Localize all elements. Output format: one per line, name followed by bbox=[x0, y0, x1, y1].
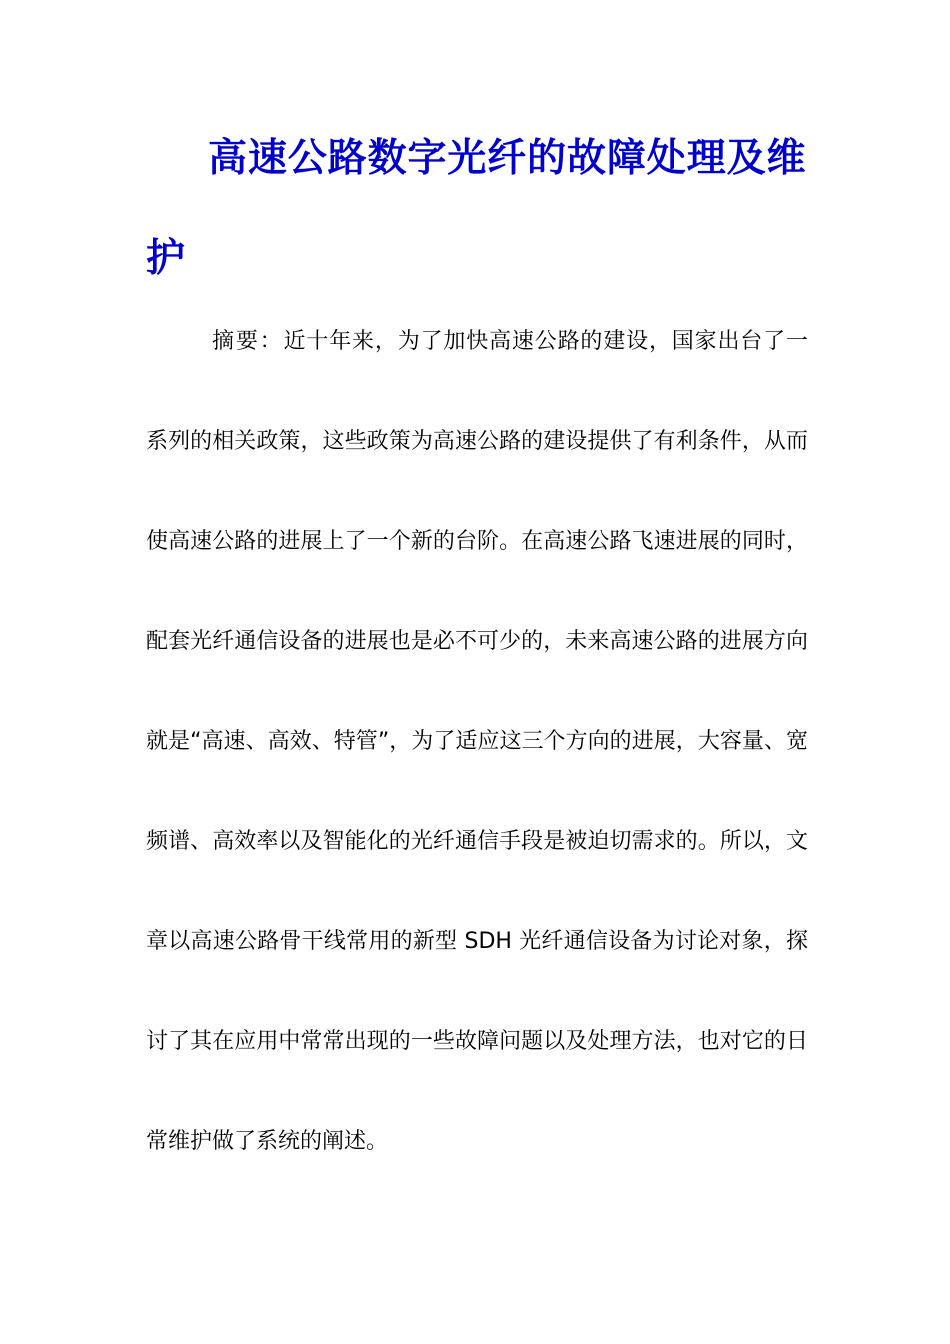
abstract-paragraph bbox=[146, 292, 808, 1192]
abstract-text: 近十年来，为了加快高速公路的建设，国家出台了一系列的相关政策，这些政策为高速公路的建设提供了有利条件，从而使高速公路的进展上了一个新的台阶。在高速公路飞速进展的同时，配套光纤通信设备的进展也是必不可少的，未来高速公路的进展方向就是“高速、高效、特管”，为了适应这三个方向的进展，大容量、宽频谱、高效率以及智能化的光纤通信手段是被迫切需求的。所以，文章以高速公路骨干线常用的新型 SDH 光纤通信设备为讨论对象，探讨了其在应用中常常出现的一些故障问题以及处理方法，也对它的日常维护做了系统的阐述。 bbox=[146, 329, 808, 1154]
abstract-label: 摘要： bbox=[212, 329, 284, 354]
document-title: 高速公路数字光纤的故障处理及维护 bbox=[146, 135, 806, 281]
